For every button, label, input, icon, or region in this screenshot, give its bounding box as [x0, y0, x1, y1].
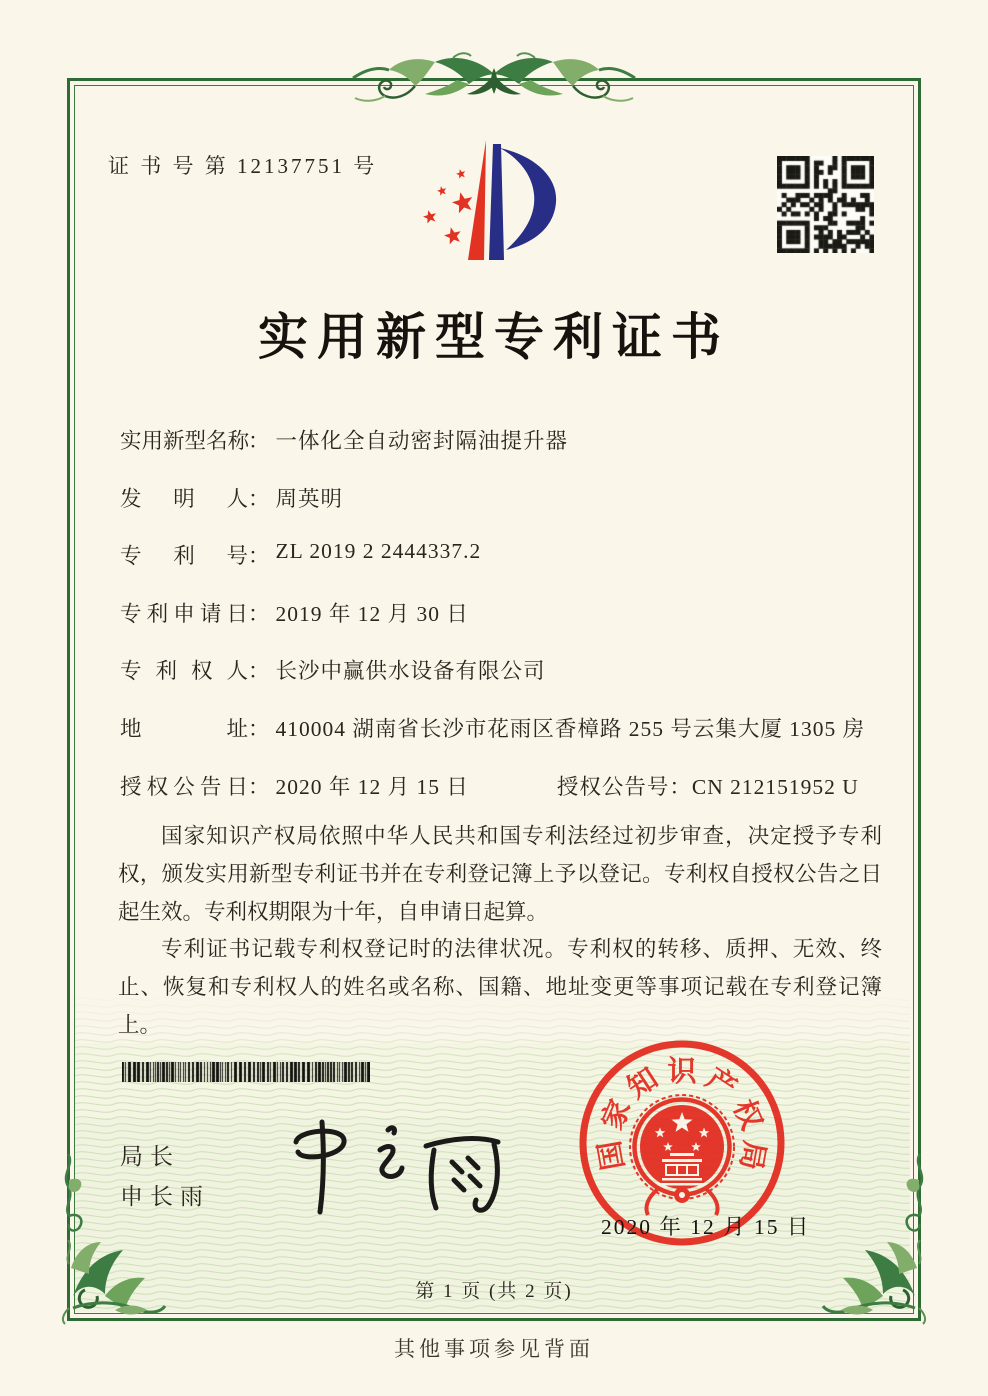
- svg-text:国: 国: [593, 1138, 631, 1173]
- legal-paragraph-2: 专利证书记载专利权登记时的法律状况。专利权的转移、质押、无效、终止、恢复和专利权人的姓名或名称、国籍、地址变更等事项记载在专利登记簿上。: [118, 937, 882, 1037]
- field-value: 2019 年 12 月 30 日: [275, 601, 469, 626]
- field-value: 一体化全自动密封隔油提升器: [275, 429, 569, 453]
- field-colon: ：: [248, 486, 270, 511]
- barcode-icon: [122, 1062, 370, 1082]
- field-label: 专 利 申 请 日: [120, 601, 248, 626]
- field-colon: ：: [248, 774, 270, 799]
- certificate-number: 证 书 号 第 12137751 号: [108, 154, 378, 178]
- grant-number-pair: 授权公告号：CN 212151952 U: [556, 774, 859, 799]
- field-label: 授 权 公 告 日: [120, 774, 248, 799]
- svg-text:局: 局: [733, 1138, 771, 1173]
- field-colon: ：: [248, 601, 270, 626]
- field-value: 2020 年 12 月 15 日: [275, 774, 469, 799]
- field-row: [120, 539, 481, 569]
- page-indicator: 第 1 页 (共 2 页): [415, 1281, 573, 1302]
- field-value: 410004 湖南省长沙市花雨区香樟路 255 号云集大厦 1305 房: [275, 717, 866, 741]
- signer-name: 申长雨: [120, 1184, 210, 1209]
- svg-text:家: 家: [596, 1095, 638, 1135]
- field-label: 发 明 人: [120, 486, 248, 511]
- field-colon: ：: [248, 544, 270, 569]
- svg-text:产: 产: [700, 1062, 742, 1106]
- signer-title: 局长: [120, 1144, 180, 1169]
- footer-note: 其他事项参见背面: [394, 1337, 594, 1361]
- field-colon: ：: [248, 717, 270, 741]
- field-colon: ：: [248, 659, 270, 684]
- commissioner-signature-icon: [276, 1116, 508, 1220]
- seal-date: 2020 年 12 月 15 日: [601, 1215, 811, 1239]
- field-colon: ：: [248, 429, 270, 453]
- field-row: [120, 424, 568, 454]
- field-label: 专 利 权 人: [120, 659, 248, 684]
- field-row: [120, 482, 343, 512]
- svg-text:权: 权: [726, 1095, 768, 1135]
- field-row: [120, 712, 865, 742]
- legal-paragraph-1: 国家知识产权局依照中华人民共和国专利法经过初步审查，决定授予专利权，颁发实用新型专利证书并在专利登记簿上予以登记。专利权自授权公告之日起生效。专利权期限为十年，自申请日起算。: [118, 824, 882, 924]
- svg-text:识: 识: [667, 1056, 697, 1088]
- certificate-title: 实用新型专利证书: [258, 309, 730, 365]
- field-row: [120, 597, 469, 627]
- border-ornament-top-icon: [349, 52, 639, 108]
- qr-code-icon: [777, 156, 874, 253]
- field-row: [120, 770, 859, 800]
- svg-text:知: 知: [622, 1062, 664, 1106]
- cnipa-logo-icon: [420, 138, 562, 266]
- field-label: 实 用 新 型 名 称: [120, 429, 250, 453]
- field-row: [120, 654, 546, 684]
- field-label: 专 利 号: [120, 544, 248, 569]
- field-value: 长沙中赢供水设备有限公司: [275, 659, 546, 684]
- field-value: ZL 2019 2 2444337.2: [275, 539, 482, 564]
- field-label: 地 址: [120, 717, 248, 741]
- field-value: 周英明: [275, 486, 344, 511]
- legal-text-section: [118, 818, 882, 1045]
